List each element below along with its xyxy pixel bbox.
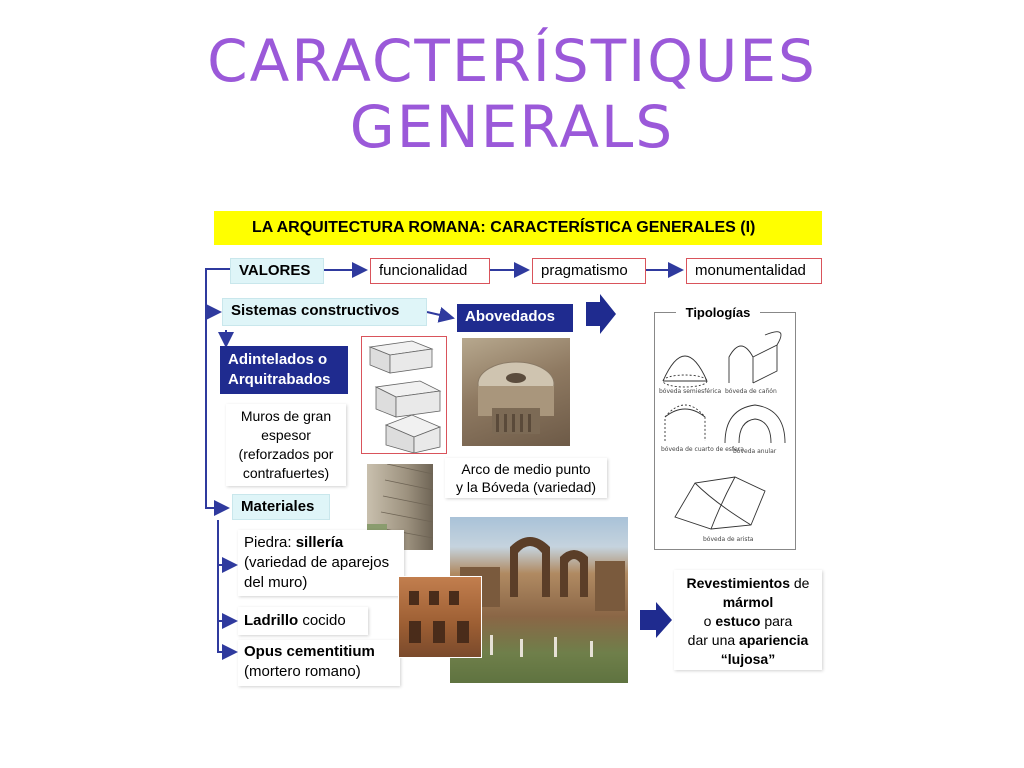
tipologias-panel	[654, 312, 796, 550]
typology-label-1: bóveda semiesférica	[659, 388, 722, 395]
typology-label-3: bóveda de cuarto de esfera	[661, 446, 744, 453]
revest-bold-5: “lujosa”	[720, 651, 776, 667]
arco-line-1: Arco de medio punto	[461, 461, 591, 477]
revest-bold-4: apariencia	[739, 632, 809, 648]
muros-box	[226, 404, 346, 486]
vault-typologies-drawing	[655, 313, 795, 549]
tipologias-label: Tipologías	[676, 304, 760, 322]
revest-rest-3: para	[760, 613, 793, 629]
funcionalidad-box: funcionalidad	[370, 258, 490, 284]
muros-line-3: (reforzados por	[238, 446, 334, 462]
revest-a-3: o	[703, 613, 716, 629]
title-line-1: CARACTERÍSTIQUES	[207, 27, 817, 95]
arco-box	[445, 458, 607, 498]
valores-box: VALORES	[230, 258, 324, 284]
big-arrow-right-top	[586, 294, 616, 334]
abovedados-box: Abovedados	[457, 304, 573, 332]
temple-illustration	[361, 336, 447, 454]
ladrillo-box	[238, 607, 368, 635]
revest-bold-1: Revestimientos	[686, 575, 790, 591]
muros-line-2: espesor	[261, 427, 311, 443]
brick-building-photo	[398, 576, 482, 658]
piedra-line-2: (variedad de aparejos	[244, 554, 390, 571]
revestimientos-box	[674, 570, 822, 670]
muros-line-1: Muros de gran	[240, 408, 332, 424]
muros-line-4: contrafuertes)	[242, 465, 330, 481]
pragmatismo-box: pragmatismo	[532, 258, 646, 284]
typology-label-5: bóveda de arista	[703, 536, 754, 543]
piedra-bold: sillería	[295, 534, 344, 551]
revest-rest-1: de	[790, 575, 810, 591]
ladrillo-rest: cocido	[298, 612, 346, 629]
adintelados-line-2: Arquitrabados	[228, 371, 331, 388]
piedra-line-3: del muro)	[244, 574, 308, 591]
pantheon-drawing	[462, 338, 570, 446]
opus-rest: (mortero romano)	[244, 663, 361, 680]
adintelados-box	[220, 346, 348, 394]
arco-line-2: y la Bóveda (variedad)	[455, 479, 597, 495]
revest-a-4: dar una	[687, 632, 740, 648]
big-arrow-right-bottom	[640, 602, 672, 638]
typology-label-4: bóveda anular	[733, 448, 777, 455]
diagram-banner: LA ARQUITECTURA ROMANA: CARACTERÍSTICA GENERALES (I)	[214, 211, 822, 245]
pantheon-photo	[462, 338, 570, 446]
ladrillo-bold: Ladrillo	[244, 612, 299, 629]
opus-bold: Opus cementitium	[244, 643, 375, 660]
materiales-box: Materiales	[232, 494, 330, 520]
revest-bold-2: mármol	[722, 594, 774, 610]
brick-drawing	[399, 577, 482, 658]
adintelados-line-1: Adintelados o	[228, 351, 328, 368]
opus-box	[238, 640, 400, 686]
title-line-2: GENERALS	[349, 93, 675, 161]
revest-bold-3: estuco	[715, 613, 761, 629]
typology-label-2: bóveda de cañón	[725, 388, 777, 395]
piedra-prefix: Piedra:	[244, 534, 296, 551]
monumentalidad-box: monumentalidad	[686, 258, 822, 284]
sistemas-constructivos-box: Sistemas constructivos	[222, 298, 427, 326]
temple-drawing	[362, 337, 447, 454]
piedra-box	[238, 530, 404, 596]
